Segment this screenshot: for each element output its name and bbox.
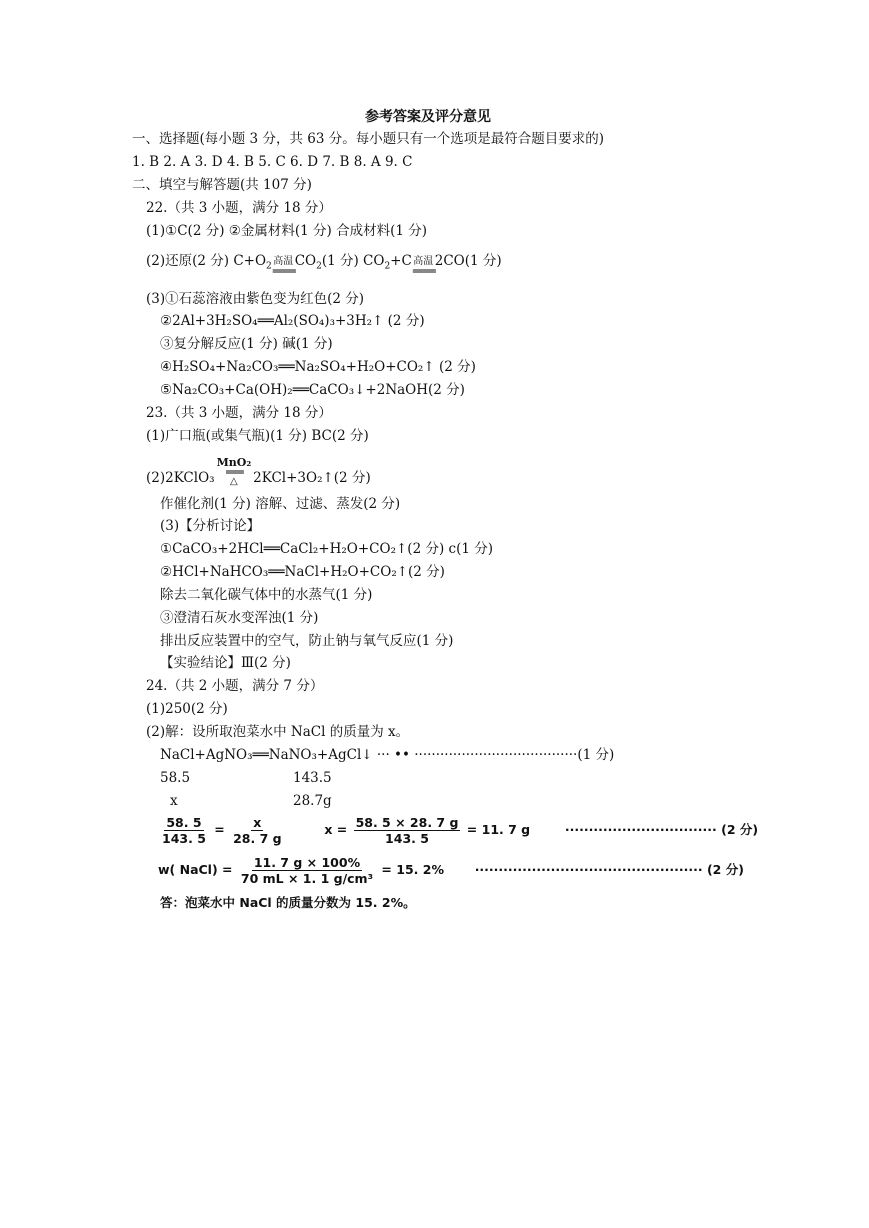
q24-header: 24.（共 2 小题，满分 7 分）: [146, 678, 324, 694]
unknown-mass: x: [170, 793, 178, 809]
q22-part-2-pre: (2)还原(2 分) C+O: [146, 253, 267, 269]
q23-part-3-2b: 除去二氧化碳气体中的水蒸气(1 分): [160, 587, 373, 603]
q23-part-3-head: (3)【分析讨论】: [160, 518, 261, 534]
reaction-condition: MnO₂ ═══ △: [216, 456, 252, 487]
q23-part-1: (1)广口瓶(或集气瓶)(1 分) BC(2 分): [146, 428, 369, 444]
q22-part-3-2: ②2Al+3H₂SO₄══Al₂(SO₄)₃+3H₂↑ (2 分): [160, 313, 425, 329]
section-2-header: 二、填空与解答题(共 107 分): [132, 177, 312, 193]
q23-part-3-1: ①CaCO₃+2HCl══CaCl₂+H₂O+CO₂↑(2 分) c(1 分): [160, 541, 493, 557]
agcl-mass: 28.7g: [293, 793, 332, 809]
q23-part-3-3b: 排出反应装置中的空气，防止钠与氧气反应(1 分): [160, 633, 454, 649]
q22-part-3-4: ④H₂SO₄+Na₂CO₃══Na₂SO₄+H₂O+CO₂↑ (2 分): [160, 359, 476, 375]
section-1-answers: 1. B 2. A 3. D 4. B 5. C 6. D 7. B 8. A 9. C: [132, 154, 413, 170]
mass-fraction-equation: w( NaCl) = $\frac{11. 7 g \times 100\%}{\text{70 mL × 1. 1 g/cm³}}$ = 15. 2% ················································ (2 分): [158, 855, 744, 886]
q24-part-2: (2)解：设所取泡菜水中 NaCl 的质量为 x。: [146, 724, 410, 740]
q23-part-2b: 作催化剂(1 分) 溶解、过滤、蒸发(2 分): [160, 496, 401, 512]
q24-part-1: (1)250(2 分): [146, 701, 228, 717]
reaction-condition: 高温 ════: [412, 255, 434, 278]
reaction-condition: 高温 ════: [272, 255, 294, 278]
q22-part-2: (2)还原(2 分) $C+O_2$ 高温 ════ $CO_2(1$ 分) $CO_2+C$ 高温 ════ 2CO(1 分): [146, 253, 502, 278]
final-answer: 答：泡菜水中 NaCl 的质量分数为 15. 2%。: [160, 895, 416, 910]
q22-header: 22.（共 3 小题，满分 18 分）: [146, 200, 332, 216]
q23-header: 23.（共 3 小题，满分 18 分）: [146, 405, 332, 421]
q23-part-2: (2)2KClO₃ MnO₂ ═══ △ 2KCl+3O₂↑(2 分): [146, 456, 371, 487]
molar-mass-nacl: 58.5: [160, 770, 191, 786]
q22-part-3-1: (3)①石蕊溶液由紫色变为红色(2 分): [146, 291, 365, 307]
q23-conclusion: 【实验结论】Ⅲ(2 分): [160, 655, 291, 671]
q24-equation: NaCl+AgNO₃══NaNO₃+AgCl↓ ··· •• ······································(1 分): [160, 747, 615, 763]
molar-mass-agcl: 143.5: [293, 770, 332, 786]
proportion-equation: $\frac{58. 5}{143. 5}$ = $\frac{x}{28. 7 g}$ x = $\frac{58. 5 \times 28. 7 g}{143. 5}$ = 11. 7 g ································ (2 分): [162, 815, 759, 846]
q23-part-3-3: ③澄清石灰水变浑浊(1 分): [160, 610, 319, 626]
q22-part-3-3: ③复分解反应(1 分) 碱(1 分): [160, 336, 333, 352]
q23-part-3-2: ②HCl+NaHCO₃══NaCl+H₂O+CO₂↑(2 分): [160, 564, 445, 580]
q22-part-1: (1)①C(2 分) ②金属材料(1 分) 合成材料(1 分): [146, 223, 427, 239]
page-title: 参考答案及评分意见: [365, 109, 491, 125]
q22-part-3-5: ⑤Na₂CO₃+Ca(OH)₂══CaCO₃↓+2NaOH(2 分): [160, 382, 465, 398]
section-1-header: 一、选择题(每小题 3 分，共 63 分。每小题只有一个选项是最符合题目要求的): [132, 131, 604, 147]
